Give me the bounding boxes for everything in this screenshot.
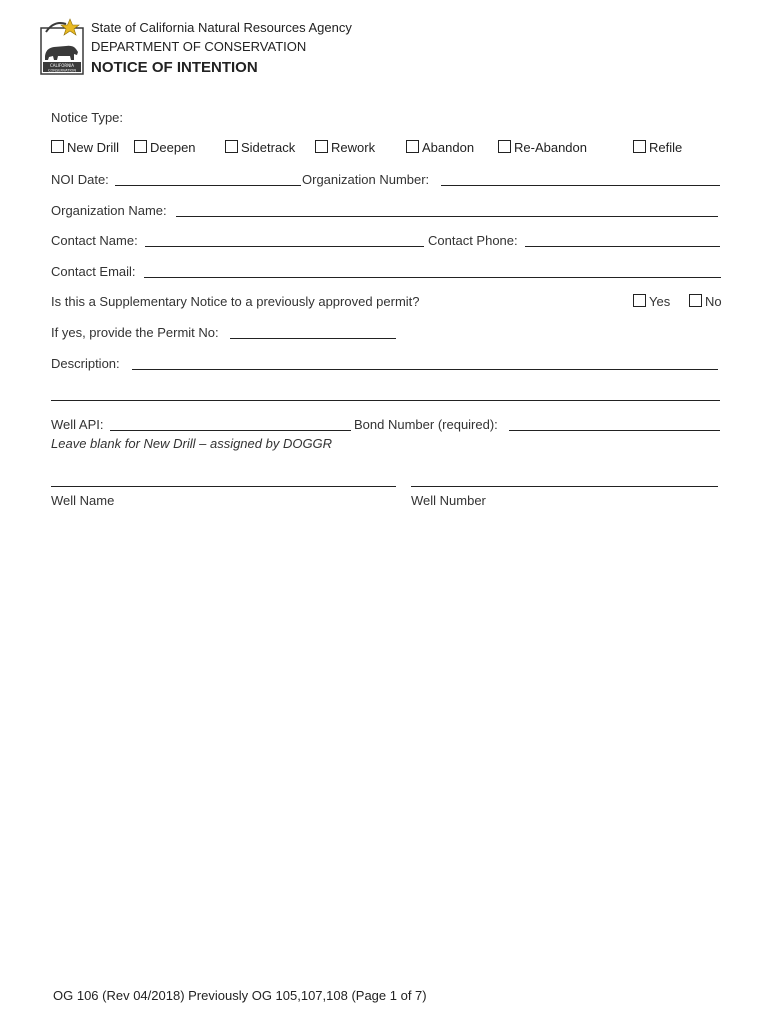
well-name-label: Well Name [51,493,115,508]
checkbox-icon[interactable] [406,140,419,153]
bond-number-field[interactable] [509,430,720,431]
contact-phone-field[interactable] [525,246,720,247]
notice-type-label: Notice Type: [51,110,124,125]
noi-date-label: NOI Date: [51,172,109,187]
contact-email-field[interactable] [144,277,721,278]
checkbox-icon[interactable] [225,140,238,153]
permit-no-field[interactable] [230,338,396,339]
contact-name-label: Contact Name: [51,233,138,248]
checkbox-no[interactable]: No [689,294,722,309]
noi-date-field[interactable] [115,185,301,186]
well-api-field[interactable] [110,430,351,431]
checkbox-refile[interactable]: Refile [633,140,682,155]
well-api-note: Leave blank for New Drill – assigned by DOGGR [51,436,333,451]
contact-email-label: Contact Email: [51,264,136,279]
california-conservation-logo [40,18,84,76]
org-name-field[interactable] [176,216,718,217]
checkbox-icon[interactable] [51,140,64,153]
checkbox-icon[interactable] [689,294,702,307]
org-name-label: Organization Name: [51,203,167,218]
org-number-label: Organization Number: [302,172,430,187]
checkbox-re-abandon[interactable]: Re-Abandon [498,140,587,155]
well-name-field[interactable] [51,486,396,487]
page-title: NOTICE OF INTENTION [91,59,258,76]
description-field-line-1[interactable] [132,369,718,370]
department-name: DEPARTMENT OF CONSERVATION [91,39,307,54]
supplementary-question: Is this a Supplementary Notice to a previously approved permit? [51,294,420,309]
org-number-field[interactable] [441,185,720,186]
contact-phone-label: Contact Phone: [428,233,518,248]
logo-text-1: CALIFORNIA [49,63,75,68]
checkbox-icon[interactable] [633,294,646,307]
checkbox-deepen[interactable]: Deepen [134,140,196,155]
checkbox-new-drill[interactable]: New Drill [51,140,119,155]
contact-name-field[interactable] [145,246,424,247]
checkbox-yes[interactable]: Yes [633,294,670,309]
checkbox-icon[interactable] [315,140,328,153]
checkbox-abandon[interactable]: Abandon [406,140,474,155]
form-footer: OG 106 (Rev 04/2018) Previously OG 105,107,108 (Page 1 of 7) [53,988,427,1003]
bond-number-label: Bond Number (required): [354,417,498,432]
well-number-label: Well Number [411,493,486,508]
agency-name: State of California Natural Resources Agency [91,20,352,35]
checkbox-icon[interactable] [633,140,646,153]
permit-no-label: If yes, provide the Permit No: [51,325,219,340]
checkbox-icon[interactable] [134,140,147,153]
well-api-label: Well API: [51,417,104,432]
description-field-line-2[interactable] [51,400,720,401]
description-label: Description: [51,356,120,371]
checkbox-icon[interactable] [498,140,511,153]
logo-text-2: CONSERVATION [47,68,77,73]
well-number-field[interactable] [411,486,718,487]
checkbox-sidetrack[interactable]: Sidetrack [225,140,295,155]
checkbox-rework[interactable]: Rework [315,140,375,155]
